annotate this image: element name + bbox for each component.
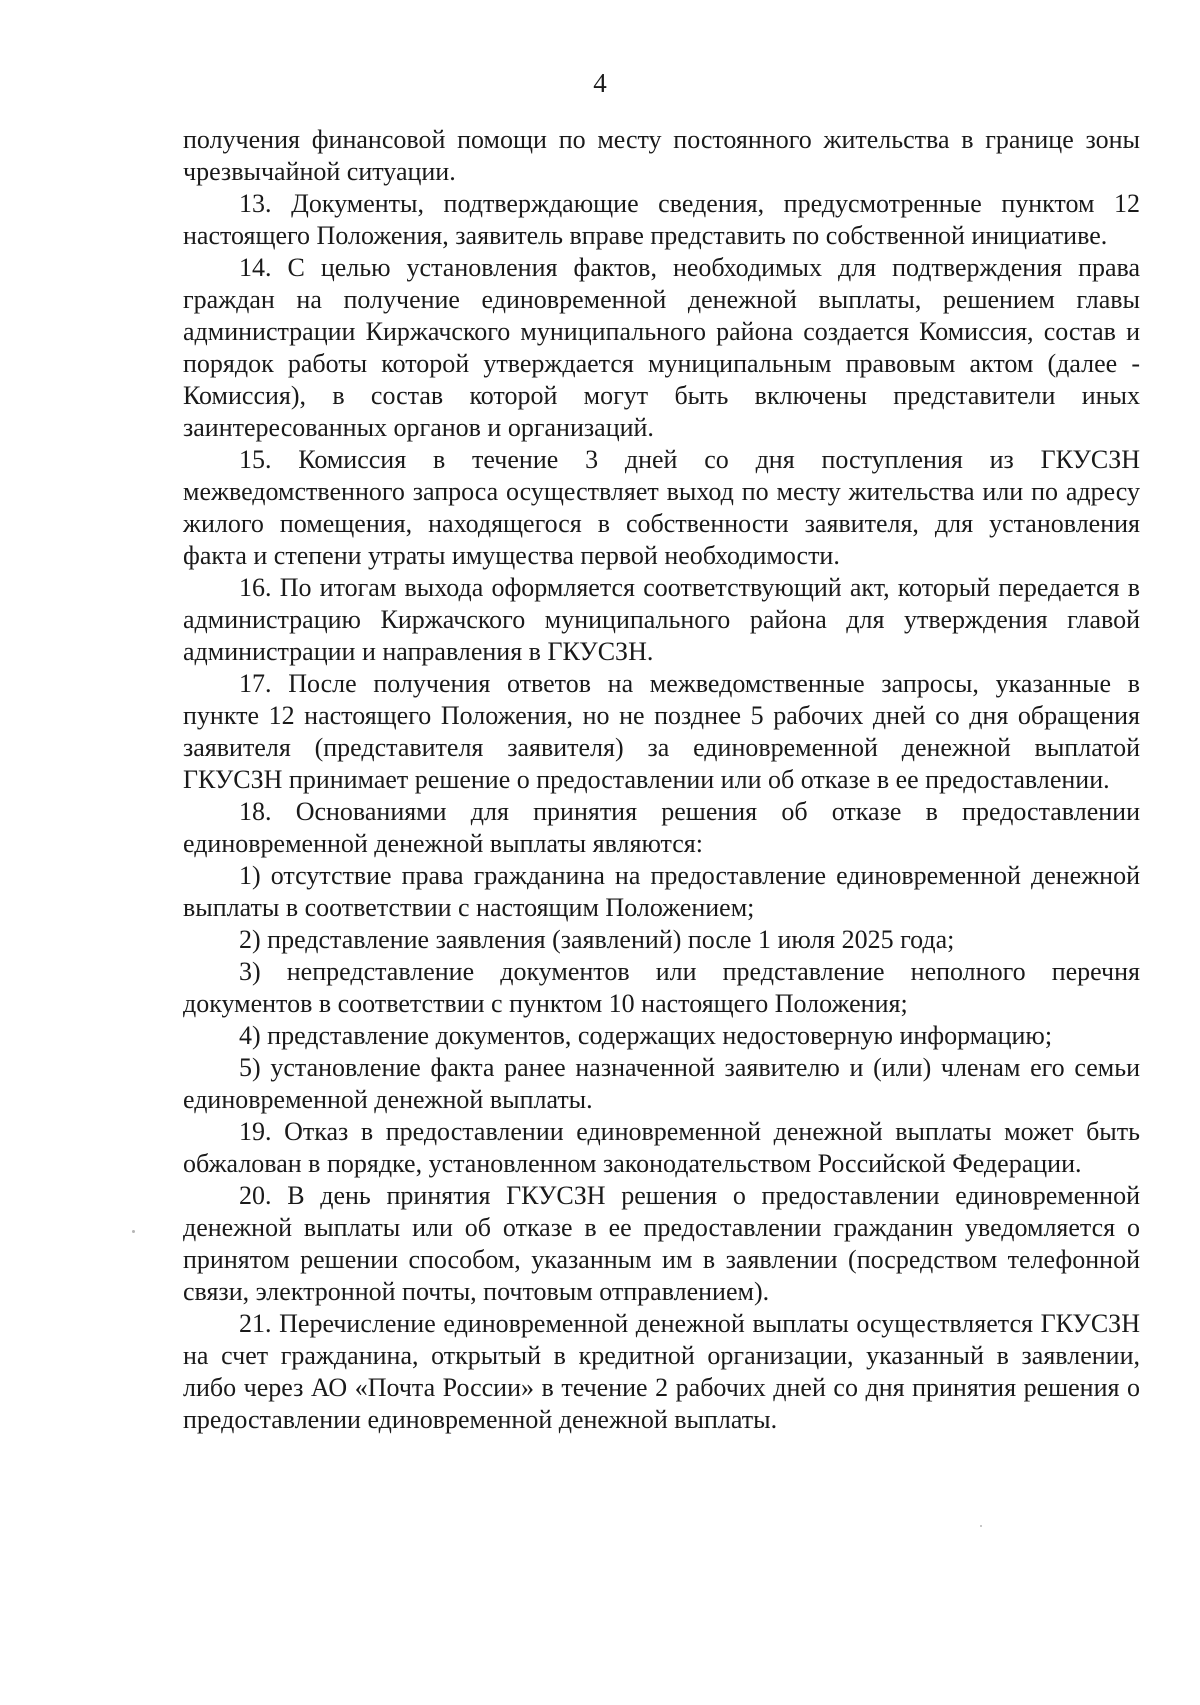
list-item-1: 1) отсутствие права гражданина на предоставление единовременной денежной выплаты в соответствии с настоящим Положением;	[183, 861, 1140, 922]
paragraph-15: 15. Комиссия в течение 3 дней со дня поступления из ГКУСЗН межведомственного запроса осуществляет выход по месту жительства или по адресу жилого помещения, находящегося в собственности заявителя, для установления факта и степени утраты имущества первой необходимости.	[183, 445, 1140, 570]
paragraph-13: 13. Документы, подтверждающие сведения, предусмотренные пунктом 12 настоящего Положения, заявитель вправе представить по собственной инициативе.	[183, 189, 1140, 250]
document-body	[183, 124, 1140, 1436]
paragraph-19: 19. Отказ в предоставлении единовременной денежной выплаты может быть обжалован в порядке, установленном законодательством Российской Федерации.	[183, 1117, 1140, 1178]
paragraph-continuation: получения финансовой помощи по месту постоянного жительства в границе зоны чрезвычайной ситуации.	[183, 125, 1140, 186]
paragraph-14: 14. С целью установления фактов, необходимых для подтверждения права граждан на получение единовременной денежной выплаты, решением главы администрации Киржачского муниципального района создается Комиссия, состав и порядок работы которой утверждается муниципальным правовым актом (далее - Комиссия), в состав которой могут быть включены представители иных заинтересованных органов и организаций.	[183, 253, 1140, 442]
list-item-3: 3) непредставление документов или представление неполного перечня документов в соответствии с пунктом 10 настоящего Положения;	[183, 957, 1140, 1018]
paragraph-18: 18. Основаниями для принятия решения об отказе в предоставлении единовременной денежной выплаты являются:	[183, 797, 1140, 858]
list-item-2: 2) представление заявления (заявлений) после 1 июля 2025 года;	[239, 925, 955, 954]
scan-speck	[980, 1525, 982, 1527]
paragraph-16: 16. По итогам выхода оформляется соответствующий акт, который передается в администрацию Киржачского муниципального района для утверждения главой администрации и направления в ГКУСЗН.	[183, 573, 1140, 666]
paragraph-20: 20. В день принятия ГКУСЗН решения о предоставлении единовременной денежной выплаты или об отказе в ее предоставлении гражданин уведомляется о принятом решении способом, указанным им в заявлении (посредством телефонной связи, электронной почты, почтовым отправлением).	[183, 1181, 1140, 1306]
paragraph-21: 21. Перечисление единовременной денежной выплаты осуществляется ГКУСЗН на счет гражданина, открытый в кредитной организации, указанный в заявлении, либо через АО «Почта России» в течение 2 рабочих дней со дня принятия решения о предоставлении единовременной денежной выплаты.	[183, 1309, 1140, 1434]
page-number: 4	[593, 68, 607, 98]
list-item-4: 4) представление документов, содержащих недостоверную информацию;	[239, 1021, 1053, 1050]
scan-speck	[132, 1230, 135, 1233]
paragraph-17: 17. После получения ответов на межведомственные запросы, указанные в пункте 12 настоящего Положения, но не позднее 5 рабочих дней со дня обращения заявителя (представителя заявителя) за единовременной денежной выплатой ГКУСЗН принимает решение о предоставлении или об отказе в ее предоставлении.	[183, 669, 1140, 794]
list-item-5: 5) установление факта ранее назначенной заявителю и (или) членам его семьи единовременной денежной выплаты.	[183, 1053, 1140, 1114]
